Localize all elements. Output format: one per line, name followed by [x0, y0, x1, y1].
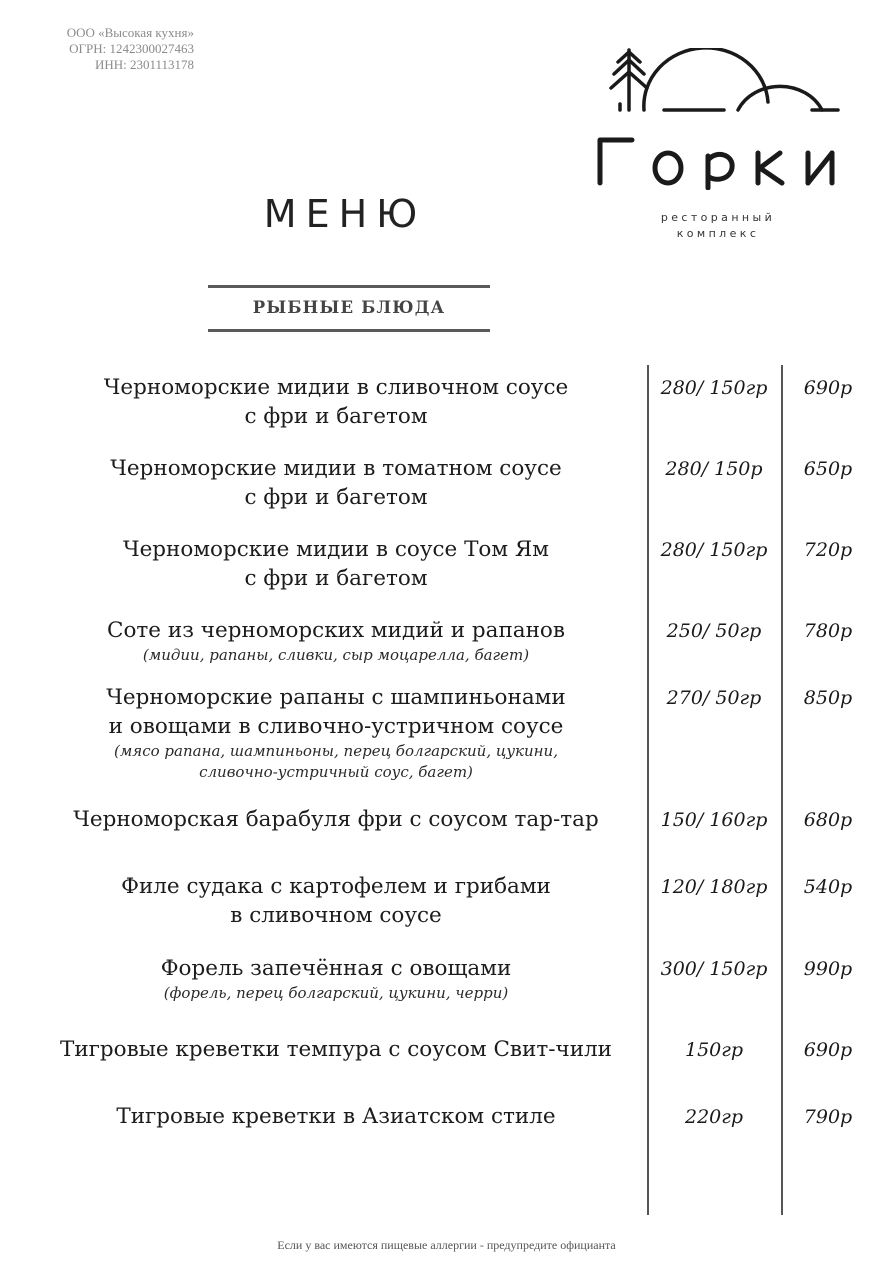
dish-text: [30, 805, 642, 834]
allergy-notice: Если у вас имеются пищевые аллергии - предупредите официанта: [277, 1238, 616, 1252]
dish-name-line: Соте из черноморских мидий и рапанов: [107, 618, 565, 643]
logo-subtitle: [630, 210, 806, 242]
dish-name: [30, 954, 642, 983]
company-ogrn: ОГРН: 1242300027463: [69, 41, 194, 56]
dish-weight: 220гр: [684, 1106, 744, 1128]
page-title: МЕНЮ: [263, 192, 427, 236]
dish-name: [30, 683, 642, 741]
dish-description: [30, 741, 642, 783]
column-divider-weight: [647, 365, 649, 1215]
dish-name: [30, 373, 642, 431]
dish-description-line: (мидии, рапаны, сливки, сыр моцарелла, багет): [142, 646, 530, 664]
dish-weight: 150гр: [684, 1039, 744, 1061]
section-bottom-rule: [208, 329, 490, 332]
dish-name-line: в сливочном соусе: [230, 903, 442, 928]
dish-price: 680р: [803, 809, 853, 831]
dish-name: [30, 535, 642, 593]
dish-name-line: Филе судака с картофелем и грибами: [121, 874, 551, 899]
dish-text: [30, 454, 642, 512]
section-top-rule: [208, 285, 490, 288]
dish-price: 780р: [803, 620, 853, 642]
dish-name-line: Черноморские мидии в сливочном соусе: [103, 375, 569, 400]
logo-subtitle-line2: комплекс: [676, 227, 760, 240]
column-divider-price: [781, 365, 783, 1215]
dish-price: 650р: [803, 458, 853, 480]
dish-text: [30, 1102, 642, 1131]
dish-name: [30, 616, 642, 645]
section-title: РЫБНЫЕ БЛЮДА: [252, 298, 446, 317]
dish-price: 790р: [803, 1106, 853, 1128]
dish-weight: 150/ 160гр: [660, 809, 768, 831]
dish-description-line: (мясо рапана, шампиньоны, перец болгарский, цукини,: [114, 742, 558, 760]
dish-price: 540р: [803, 876, 853, 898]
dish-name-line: и овощами в сливочно-устричном соусе: [108, 714, 564, 739]
dish-name-line: с фри и багетом: [244, 566, 428, 591]
dish-name: [30, 805, 642, 834]
dish-price: 990р: [803, 958, 853, 980]
dish-name-line: Черноморская барабуля фри с соусом тар-тар: [73, 807, 599, 832]
dish-text: [30, 1035, 642, 1064]
dish-name-line: Тигровые креветки в Азиатском стиле: [116, 1104, 556, 1129]
company-info: [24, 25, 194, 73]
dish-price: 850р: [803, 687, 853, 709]
dish-name-line: Форель запечённая с овощами: [160, 956, 512, 981]
dish-description-line: (форель, перец болгарский, цукини, черри): [163, 984, 509, 1002]
logo-wordmark: [594, 128, 844, 190]
dish-weight: 270/ 50гр: [666, 687, 762, 709]
dish-name-line: Черноморские мидии в томатном соусе: [110, 456, 562, 481]
dish-name-line: Черноморские мидии в соусе Том Ям: [122, 537, 550, 562]
dish-name: [30, 872, 642, 930]
dish-name-line: с фри и багетом: [244, 404, 428, 429]
dish-weight: 280/ 150р: [665, 458, 763, 480]
dish-description: [30, 983, 642, 1004]
dish-name-line: Черноморские рапаны с шампиньонами: [106, 685, 566, 710]
dish-description: [30, 645, 642, 666]
company-name: ООО «Высокая кухня»: [66, 25, 194, 40]
dish-weight: 120/ 180гр: [660, 876, 768, 898]
tree-and-hills-icon: [608, 48, 844, 118]
logo-subtitle-line1: ресторанный: [660, 211, 776, 224]
dish-text: [30, 373, 642, 431]
company-inn: ИНН: 2301113178: [94, 57, 194, 72]
dish-description-line: сливочно-устричный соус, багет): [199, 763, 473, 781]
dish-price: 690р: [803, 1039, 853, 1061]
dish-weight: 250/ 50гр: [666, 620, 762, 642]
dish-weight: 280/ 150гр: [660, 377, 768, 399]
dish-text: [30, 535, 642, 593]
dish-text: [30, 616, 642, 666]
dish-name: [30, 1035, 642, 1064]
dish-text: [30, 954, 642, 1004]
dish-price: 690р: [803, 377, 853, 399]
dish-text: [30, 872, 642, 930]
dish-text: [30, 683, 642, 783]
dish-name: [30, 1102, 642, 1131]
dish-weight: 280/ 150гр: [660, 539, 768, 561]
dish-name: [30, 454, 642, 512]
dish-name-line: Тигровые креветки темпура с соусом Свит-чили: [59, 1037, 613, 1062]
dish-price: 720р: [803, 539, 853, 561]
dish-name-line: с фри и багетом: [244, 485, 428, 510]
dish-weight: 300/ 150гр: [660, 958, 768, 980]
